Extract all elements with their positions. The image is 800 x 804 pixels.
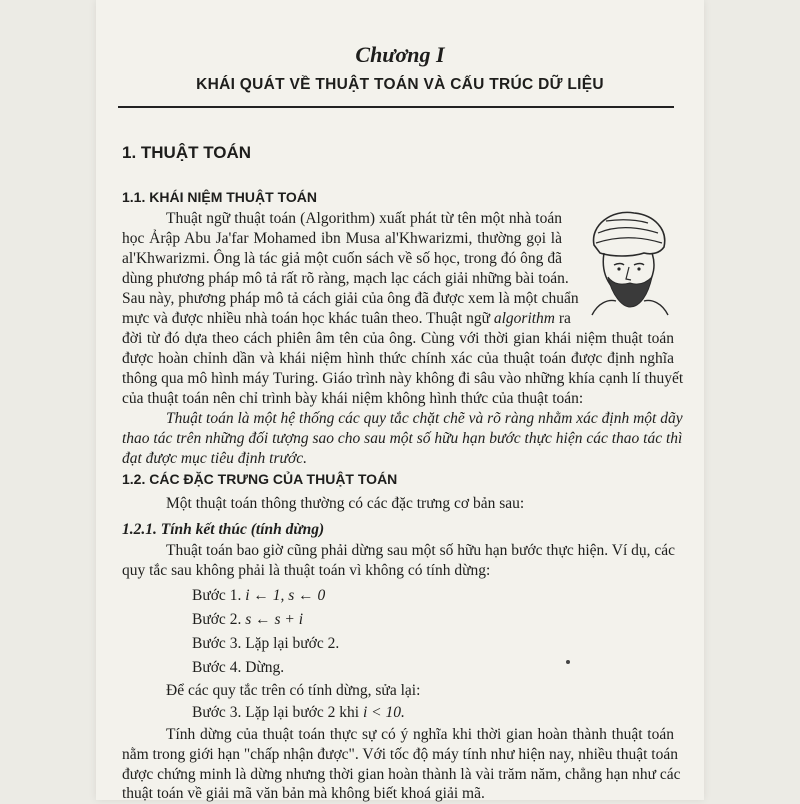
definition-line: thao tác trên những đối tượng sao cho sau một số hữu hạn bước thực hiện các thao tác thì: [122, 430, 683, 447]
step-4: Bước 4. Dừng.: [192, 659, 285, 676]
fix-step-3: Bước 3. Lặp lại bước 2 khi i < 10.: [192, 704, 405, 721]
step-3: Bước 3. Lặp lại bước 2.: [192, 635, 340, 652]
section-heading-1-2-1: 1.2.1. Tính kết thúc (tính dừng): [122, 521, 325, 538]
closing-line: được chứng minh là dừng nhưng thời gian hoàn thành là vài trăm năm, chẳng hạn như các: [122, 766, 681, 783]
paragraph-line: đời từ đó dựa theo cách phiên âm tên của ông. Cùng với thời gian khái niệm thuật toán: [122, 330, 674, 347]
section-heading-1: 1. THUẬT TOÁN: [122, 143, 252, 162]
paragraph-line: thông qua mô hình máy Turing. Giáo trình này không đi sâu vào những khía cạnh lí thuyết: [122, 370, 684, 387]
chapter-title-underline: [118, 106, 674, 108]
book-page: [96, 0, 704, 800]
closing-line: thuật toán về giải mã văn bản mà không biết khoá giải mã.: [122, 785, 485, 802]
paragraph-line: được hoàn chỉnh dần và khái niệm hình thức chính xác của thuật toán được định nghĩa: [122, 350, 674, 367]
paragraph-line: dùng phương pháp mô tả rất rõ ràng, mạch lạc cách giải những bài toán.: [122, 270, 569, 287]
paragraph-line: al'Khwarizmi. Ông là tác giả một cuốn sách về số học, trong đó ông đã: [122, 250, 562, 267]
closing-line: Tính dừng của thuật toán thực sự có ý nghĩa khi thời gian hoàn thành thuật toán: [166, 726, 674, 743]
step-1: Bước 1. i ← 1, s ← 0: [192, 587, 326, 604]
definition-line: Thuật toán là một hệ thống các quy tắc chặt chẽ và rõ ràng nhằm xác định một dãy: [166, 410, 683, 427]
print-speck: [566, 660, 570, 664]
chapter-title: KHÁI QUÁT VỀ THUẬT TOÁN VÀ CẤU TRÚC DỮ LIỆU: [196, 76, 604, 93]
step-2: Bước 2. s ← s + i: [192, 611, 304, 628]
paragraph-line: Sau này, phương pháp mô tả cách giải của ông đã được xem là một chuẩn: [122, 290, 579, 307]
paragraph-line-algorithm: mực và được nhiều nhà toán học khác tuân theo. Thuật ngữ algorithm ra: [122, 310, 571, 327]
paragraph-line: học Ảrập Abu Ja'far Mohamed ibn Musa al'Khwarizmi, thường gọi là: [122, 230, 562, 247]
paragraph-line: quy tắc sau không phải là thuật toán vì không có tính dừng:: [122, 562, 491, 579]
fix-intro: Để các quy tắc trên có tính dừng, sửa lại:: [166, 682, 421, 699]
section-heading-1-1: 1.1. KHÁI NIỆM THUẬT TOÁN: [122, 189, 317, 205]
paragraph-line: Thuật toán bao giờ cũng phải dừng sau một số hữu hạn bước thực hiện. Ví dụ, các: [166, 542, 676, 559]
closing-line: nằm trong giới hạn "chấp nhận được". Với tốc độ máy tính như hiện nay, nhiều thuật toán: [122, 746, 678, 763]
term-algorithm: algorithm: [493, 310, 556, 327]
paragraph-line: Thuật ngữ thuật toán (Algorithm) xuất phát từ tên một nhà toán: [166, 210, 562, 227]
section-heading-1-2: 1.2. CÁC ĐẶC TRƯNG CỦA THUẬT TOÁN: [122, 471, 398, 487]
definition-line: đạt được mục tiêu định trước.: [122, 450, 307, 467]
section-intro: Một thuật toán thông thường có các đặc trưng cơ bản sau:: [166, 495, 525, 512]
al-khwarizmi-portrait: [572, 203, 682, 318]
chapter-number: Chương I: [355, 42, 445, 67]
paragraph-line: của thuật toán nên chỉ trình bày khái niệm không hình thức của thuật toán:: [122, 390, 584, 407]
